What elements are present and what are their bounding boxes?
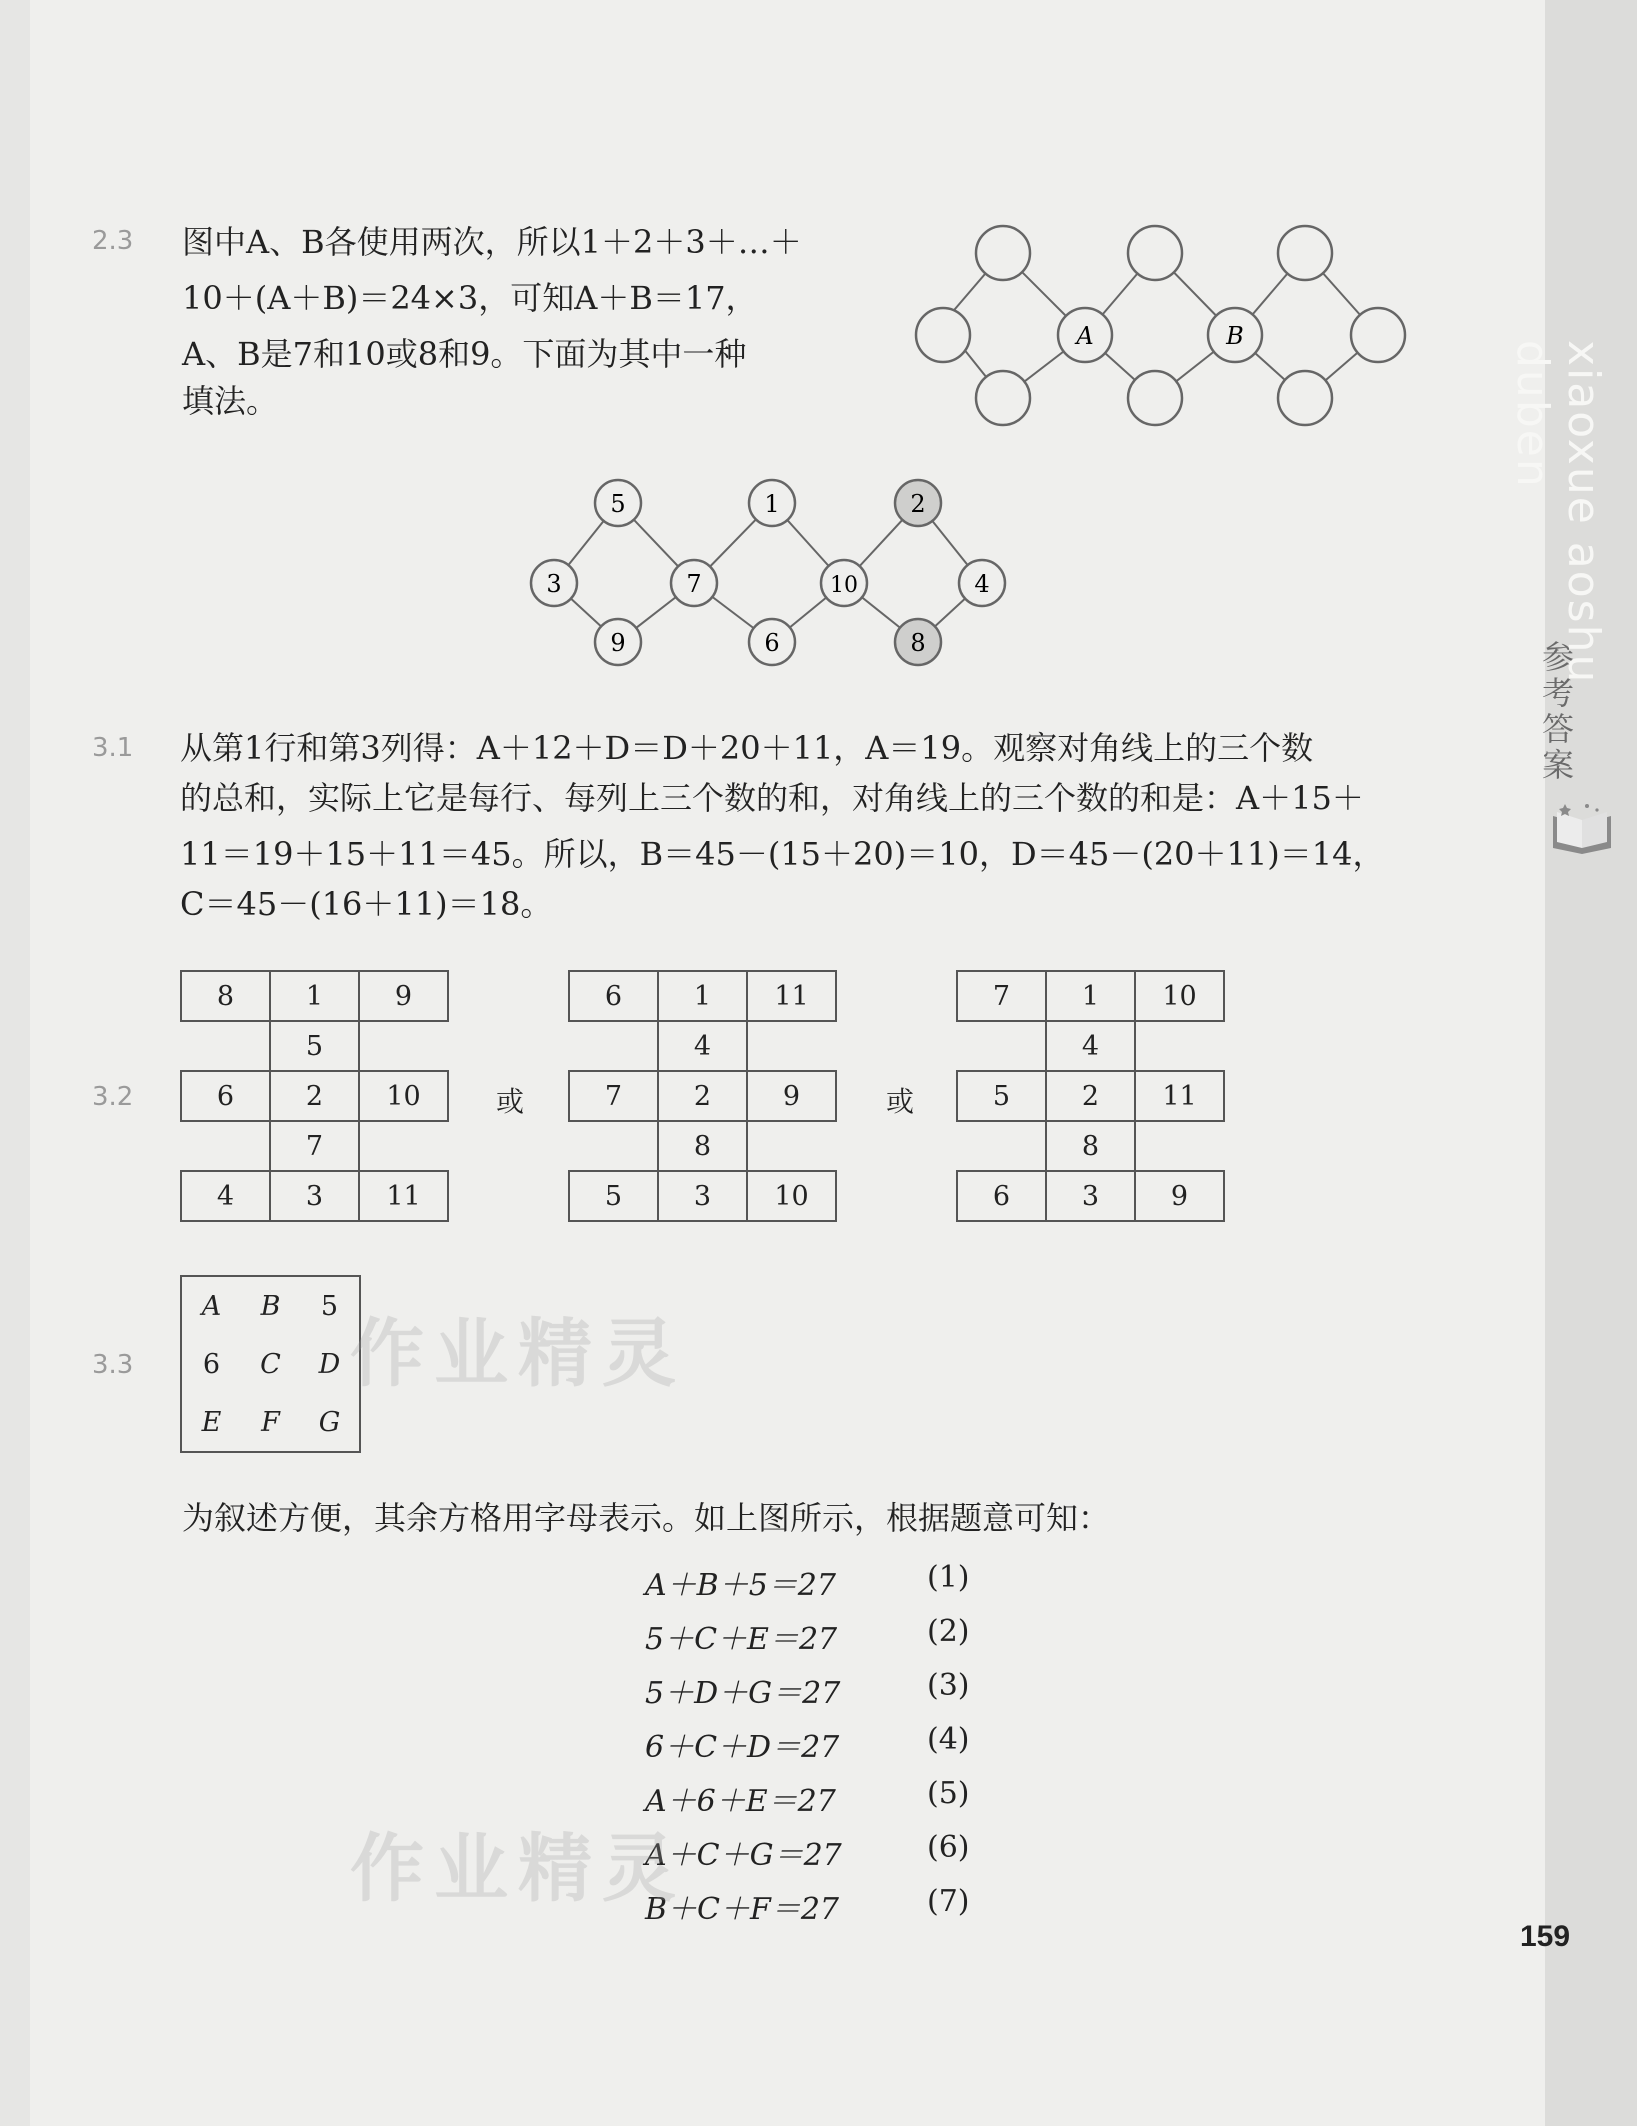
grid-cell: 3 — [658, 1171, 747, 1221]
equation-expr: A＋6＋E＝27 — [645, 1784, 836, 1819]
answer-grid-3 — [956, 970, 1225, 1222]
grid-cell: 7 — [569, 1071, 658, 1121]
template-chain-diagram — [900, 210, 1420, 440]
node-value: 5 — [610, 490, 626, 518]
grid-cell: 11 — [747, 971, 836, 1021]
grid-cell: 9 — [1135, 1171, 1224, 1221]
equation-number: (4) — [927, 1722, 970, 1757]
watermark: 作业精灵 — [350, 1826, 686, 1912]
section-3-3-intro: 为叙述方便，其余方格用字母表示。如上图所示，根据题意可知： — [182, 1499, 1111, 1537]
grid-cell: 10 — [1135, 971, 1224, 1021]
section-2-3-line-2: 10＋(A＋B)＝24×3，可知A＋B＝17， — [182, 279, 758, 317]
grid-cell: 10 — [359, 1071, 448, 1121]
template-node — [1278, 371, 1332, 425]
answer-grid-1 — [180, 970, 449, 1222]
grid-cell: 6 — [181, 1071, 270, 1121]
grid-cell: 1 — [1046, 971, 1135, 1021]
letter-cell: A — [201, 1290, 222, 1322]
equation-expr: B＋C＋F＝27 — [645, 1892, 839, 1927]
letter-cell: C — [260, 1348, 281, 1380]
grid-cell: 10 — [747, 1171, 836, 1221]
section-3-1-line-2: 的总和，实际上它是每行、每列上三个数的和，对角线上的三个数的和是：A＋15＋ — [180, 779, 1364, 817]
node-value: 1 — [764, 490, 780, 518]
equation-number: (5) — [927, 1776, 970, 1811]
letter-cell: F — [261, 1406, 280, 1438]
section-2-3-line-3: A、B是7和10或8和9。下面为其中一种 — [182, 335, 747, 373]
equation-number: (7) — [927, 1884, 970, 1919]
answer-grid-2 — [568, 970, 837, 1222]
grid-cell: 1 — [658, 971, 747, 1021]
template-node — [976, 371, 1030, 425]
node-value: 3 — [546, 570, 562, 598]
equation-expr: A＋B＋5＝27 — [645, 1568, 836, 1603]
section-number-3-1: 3.1 — [92, 733, 134, 763]
grid-cell: 11 — [1135, 1071, 1224, 1121]
or-label: 或 — [496, 1085, 525, 1118]
watermark: 作业精灵 — [350, 1311, 686, 1397]
equation-number: (2) — [927, 1614, 970, 1649]
grid-cell: 2 — [658, 1071, 747, 1121]
section-2-3-line-4: 填法。 — [182, 382, 279, 420]
solution-chain-diagram — [520, 470, 1020, 670]
grid-cell: 8 — [181, 971, 270, 1021]
template-node — [976, 226, 1030, 280]
template-node — [1351, 308, 1405, 362]
template-node — [1128, 371, 1182, 425]
grid-cell: 6 — [957, 1171, 1046, 1221]
template-node — [1128, 226, 1182, 280]
section-number-2-3: 2.3 — [92, 226, 134, 256]
grid-cell: 5 — [270, 1021, 359, 1071]
section-2-3-line-1: 图中A、B各使用两次，所以1＋2＋3＋…＋ — [182, 223, 802, 261]
grid-cell: 6 — [569, 971, 658, 1021]
section-3-1-line-3: 11＝19＋15＋11＝45。所以，B＝45－(15＋20)＝10，D＝45－(20＋11)＝14， — [180, 835, 1385, 873]
grid-cell: 7 — [957, 971, 1046, 1021]
grid-cell: 8 — [658, 1121, 747, 1171]
grid-cell: 5 — [957, 1071, 1046, 1121]
letter-cell: B — [260, 1290, 281, 1322]
equation-expr: 6＋C＋D＝27 — [645, 1730, 840, 1765]
equation-number: (6) — [927, 1830, 970, 1865]
grid-cell: 9 — [359, 971, 448, 1021]
grid-cell: 11 — [359, 1171, 448, 1221]
template-node — [916, 308, 970, 362]
grid-cell: 4 — [1046, 1021, 1135, 1071]
node-label-b: B — [1226, 322, 1244, 350]
node-value: 7 — [686, 570, 702, 598]
grid-cell: 1 — [270, 971, 359, 1021]
letter-cell: 6 — [202, 1348, 221, 1380]
section-3-1-line-4: C＝45－(16＋11)＝18。 — [180, 885, 553, 923]
grid-cell: 5 — [569, 1171, 658, 1221]
node-value: 6 — [764, 629, 780, 657]
book-icon — [1547, 798, 1617, 854]
equation-expr: A＋C＋G＝27 — [645, 1838, 842, 1873]
letter-cell: 5 — [320, 1290, 339, 1322]
letter-cell: G — [318, 1406, 341, 1438]
page-number: 159 — [1520, 1920, 1571, 1953]
node-value: 2 — [910, 490, 926, 518]
node-value: 4 — [974, 570, 990, 598]
letter-cell: D — [318, 1348, 341, 1380]
grid-cell: 9 — [747, 1071, 836, 1121]
grid-cell: 2 — [1046, 1071, 1135, 1121]
equation-number: (3) — [927, 1668, 970, 1703]
equation-expr: 5＋C＋E＝27 — [645, 1622, 838, 1657]
or-label: 或 — [886, 1085, 915, 1118]
section-number-3-2: 3.2 — [92, 1082, 134, 1112]
node-value: 9 — [610, 629, 626, 657]
grid-cell: 7 — [270, 1121, 359, 1171]
sidebar-pinyin: xiaoxue aoshu duben — [1507, 340, 1609, 685]
sidebar-label: 参考答案 — [1537, 640, 1575, 784]
grid-cell: 3 — [270, 1171, 359, 1221]
letter-grid — [180, 1275, 361, 1453]
section-3-1-line-1: 从第1行和第3列得：A＋12＋D＝D＋20＋11，A＝19。观察对角线上的三个数 — [180, 729, 1314, 767]
grid-cell: 3 — [1046, 1171, 1135, 1221]
letter-cell: E — [201, 1406, 222, 1438]
section-number-3-3: 3.3 — [92, 1350, 134, 1380]
template-node — [1278, 226, 1332, 280]
grid-cell: 8 — [1046, 1121, 1135, 1171]
grid-cell: 4 — [658, 1021, 747, 1071]
sidebar — [1507, 0, 1637, 2126]
node-value: 10 — [830, 573, 858, 598]
equation-expr: 5＋D＋G＝27 — [645, 1676, 841, 1711]
node-label-a: A — [1076, 322, 1094, 350]
grid-cell: 2 — [270, 1071, 359, 1121]
equation-number: (1) — [927, 1560, 970, 1595]
grid-cell: 4 — [181, 1171, 270, 1221]
node-value: 8 — [910, 629, 926, 657]
